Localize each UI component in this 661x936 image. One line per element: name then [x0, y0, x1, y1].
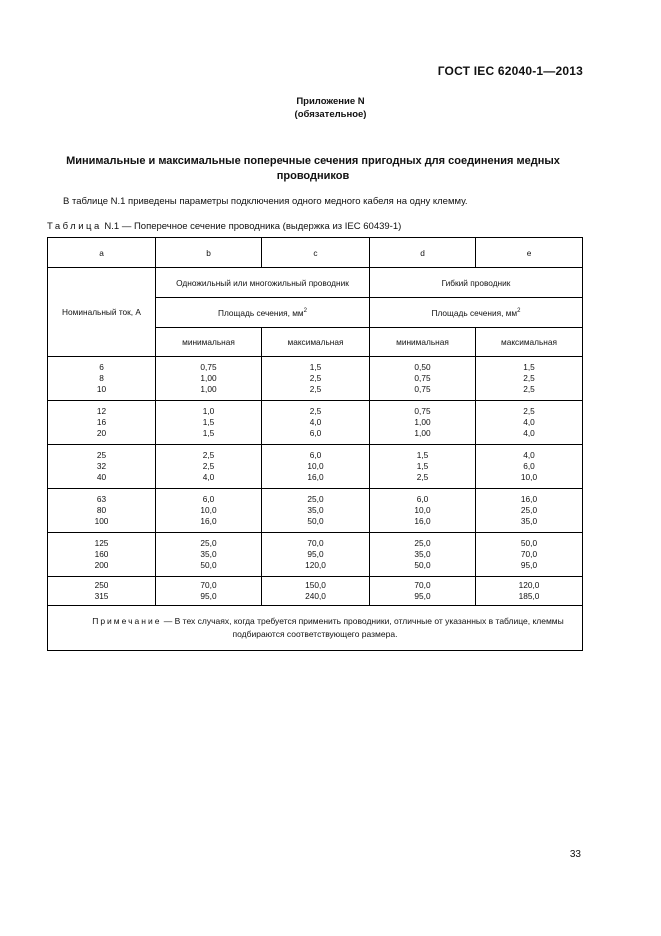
value: 95,0	[414, 591, 431, 601]
value: 185,0	[518, 591, 540, 601]
header-solid-min: минимальная	[156, 328, 262, 357]
value: 2,5	[523, 384, 535, 394]
value: 1,00	[200, 384, 217, 394]
cell-flex-min	[370, 357, 476, 401]
area-sup-flexible: 2	[517, 307, 521, 314]
value: 1,5	[202, 417, 215, 427]
value: 2,5	[309, 373, 322, 383]
value: 6,0	[523, 461, 535, 471]
area-sup-solid: 2	[303, 307, 307, 314]
value: 50,0	[307, 516, 324, 526]
value: 10	[96, 384, 107, 394]
value: 16,0	[307, 472, 324, 482]
value: 240,0	[305, 591, 326, 601]
cell-flex-max	[476, 401, 583, 445]
value: 250	[94, 580, 109, 590]
header-area-solid	[156, 298, 370, 328]
value: 95,0	[200, 591, 217, 601]
value: 70,0	[307, 538, 324, 548]
value: 95,0	[520, 560, 538, 570]
value: 0,75	[200, 362, 217, 372]
value: 70,0	[414, 580, 431, 590]
cell-solid-min	[156, 577, 262, 606]
cell-current	[48, 401, 156, 445]
value: 25,0	[307, 494, 324, 504]
table-caption-text: N.1 — Поперечное сечение проводника (выдержка из IEC 60439-1)	[104, 221, 402, 232]
intro-paragraph: В таблице N.1 приведены параметры подключения одного медного кабеля на одну клемму.	[63, 196, 468, 207]
value: 6	[99, 362, 104, 372]
page-number: 33	[569, 849, 581, 860]
value: 16,0	[520, 494, 538, 504]
cell-flex-min	[370, 401, 476, 445]
value: 25,0	[520, 505, 538, 515]
value: 2,5	[202, 450, 215, 460]
table-note	[48, 606, 583, 651]
table-row-group	[48, 445, 583, 489]
value: 1,0	[202, 406, 215, 416]
value: 0,75	[414, 406, 431, 416]
table-row-group	[48, 533, 583, 577]
value: 16	[96, 417, 107, 427]
cell-flex-max	[476, 357, 583, 401]
value: 12	[96, 406, 107, 416]
table-row-group	[48, 401, 583, 445]
cell-solid-min	[156, 533, 262, 577]
cell-flex-min	[370, 533, 476, 577]
value: 40	[96, 472, 107, 482]
cell-solid-min	[156, 445, 262, 489]
cell-flex-min	[370, 445, 476, 489]
value: 4,0	[523, 450, 535, 460]
value: 6,0	[309, 428, 322, 438]
value: 200	[94, 560, 109, 570]
value: 125	[94, 538, 109, 548]
value: 1,5	[523, 362, 535, 372]
value: 120,0	[305, 560, 326, 570]
value: 80	[96, 505, 107, 515]
header-flexible-conductor: Гибкий проводник	[370, 268, 583, 298]
annex-status: (обязательное)	[294, 109, 367, 120]
value: 25,0	[414, 538, 431, 548]
value: 0,50	[414, 362, 431, 372]
cell-flex-min	[370, 489, 476, 533]
value: 8	[99, 373, 104, 383]
header-flex-max: максимальная	[476, 328, 583, 357]
value: 1,5	[202, 428, 215, 438]
value: 120,0	[518, 580, 540, 590]
value: 50,0	[414, 560, 431, 570]
value: 1,00	[414, 417, 431, 427]
annex-heading	[0, 95, 661, 121]
table-row-group	[48, 357, 583, 401]
table-letter-row	[48, 238, 583, 268]
value: 25,0	[200, 538, 217, 548]
value: 10,0	[200, 505, 217, 515]
cell-current	[48, 489, 156, 533]
value: 1,5	[309, 362, 322, 372]
cell-flex-max	[476, 489, 583, 533]
letter-e: e	[476, 238, 583, 268]
cell-flex-max	[476, 445, 583, 489]
cell-solid-max	[262, 533, 370, 577]
value: 50,0	[200, 560, 217, 570]
value: 35,0	[307, 505, 324, 515]
section-title: Минимальные и максимальные поперечные сечения пригодных для соединения медных проводников	[66, 155, 560, 182]
value: 1,5	[416, 461, 429, 471]
standard-designation: ГОСТ IEC 62040-1—2013	[437, 64, 583, 78]
value: 2,5	[523, 406, 535, 416]
area-label-solid: Площадь сечения, мм	[218, 307, 304, 318]
value: 6,0	[416, 494, 429, 504]
area-label-flexible: Площадь сечения, мм	[431, 307, 518, 318]
value: 1,00	[414, 428, 431, 438]
value: 20	[96, 428, 107, 438]
value: 6,0	[202, 494, 215, 504]
value: 35,0	[200, 549, 217, 559]
letter-d: d	[370, 238, 476, 268]
value: 70,0	[200, 580, 217, 590]
value: 150,0	[305, 580, 326, 590]
value: 10,0	[307, 461, 324, 471]
value: 2,5	[523, 373, 535, 383]
value: 2,5	[202, 461, 215, 471]
value: 1,00	[200, 373, 217, 383]
table-caption-label: Таблица	[47, 221, 102, 232]
cell-solid-max	[262, 489, 370, 533]
value: 16,0	[200, 516, 217, 526]
conductor-table	[47, 237, 583, 651]
header-rated-current: Номинальный ток, А	[48, 268, 156, 357]
letter-a: a	[48, 238, 156, 268]
value: 70,0	[520, 549, 538, 559]
table-row-group	[48, 489, 583, 533]
value: 4,0	[202, 472, 215, 482]
value: 50,0	[520, 538, 538, 548]
value: 4,0	[309, 417, 322, 427]
header-area-flexible	[370, 298, 583, 328]
header-flex-min: минимальная	[370, 328, 476, 357]
value: 63	[96, 494, 107, 504]
cell-flex-min	[370, 577, 476, 606]
cell-current	[48, 357, 156, 401]
value: 95,0	[307, 549, 324, 559]
value: 6,0	[309, 450, 322, 460]
table-note-row	[48, 606, 583, 651]
header-solid-max: максимальная	[262, 328, 370, 357]
letter-b: b	[156, 238, 262, 268]
cell-flex-max	[476, 533, 583, 577]
value: 32	[96, 461, 107, 471]
value: 35,0	[520, 516, 538, 526]
value: 16,0	[414, 516, 431, 526]
value: 0,75	[414, 373, 431, 383]
header-solid-conductor: Одножильный или многожильный проводник	[156, 268, 370, 298]
table-row-group	[48, 577, 583, 606]
cell-solid-min	[156, 489, 262, 533]
cell-current	[48, 445, 156, 489]
value: 4,0	[523, 417, 535, 427]
value: 35,0	[414, 549, 431, 559]
cell-solid-max	[262, 401, 370, 445]
note-text: — В тех случаях, когда требуется применить проводники, отличные от указанных в таблице, клеммы подбираются соответствующего размера.	[161, 616, 564, 639]
cell-flex-max	[476, 577, 583, 606]
value: 10,0	[414, 505, 431, 515]
value: 4,0	[523, 428, 535, 438]
note-label: Примечание	[92, 616, 162, 626]
value: 315	[94, 591, 109, 601]
value: 2,5	[309, 406, 322, 416]
cell-solid-min	[156, 401, 262, 445]
value: 2,5	[309, 384, 322, 394]
value: 100	[94, 516, 109, 526]
value: 160	[94, 549, 109, 559]
value: 2,5	[416, 472, 429, 482]
value: 25	[96, 450, 107, 460]
value: 1,5	[416, 450, 429, 460]
cell-solid-max	[262, 577, 370, 606]
letter-c: c	[262, 238, 370, 268]
value: 10,0	[520, 472, 538, 482]
cell-solid-min	[156, 357, 262, 401]
table-header-row-1	[48, 268, 583, 298]
table-caption	[47, 221, 401, 232]
cell-solid-max	[262, 445, 370, 489]
cell-solid-max	[262, 357, 370, 401]
value: 0,75	[414, 384, 431, 394]
cell-current	[48, 577, 156, 606]
cell-current	[48, 533, 156, 577]
annex-title: Приложение N	[296, 96, 365, 107]
